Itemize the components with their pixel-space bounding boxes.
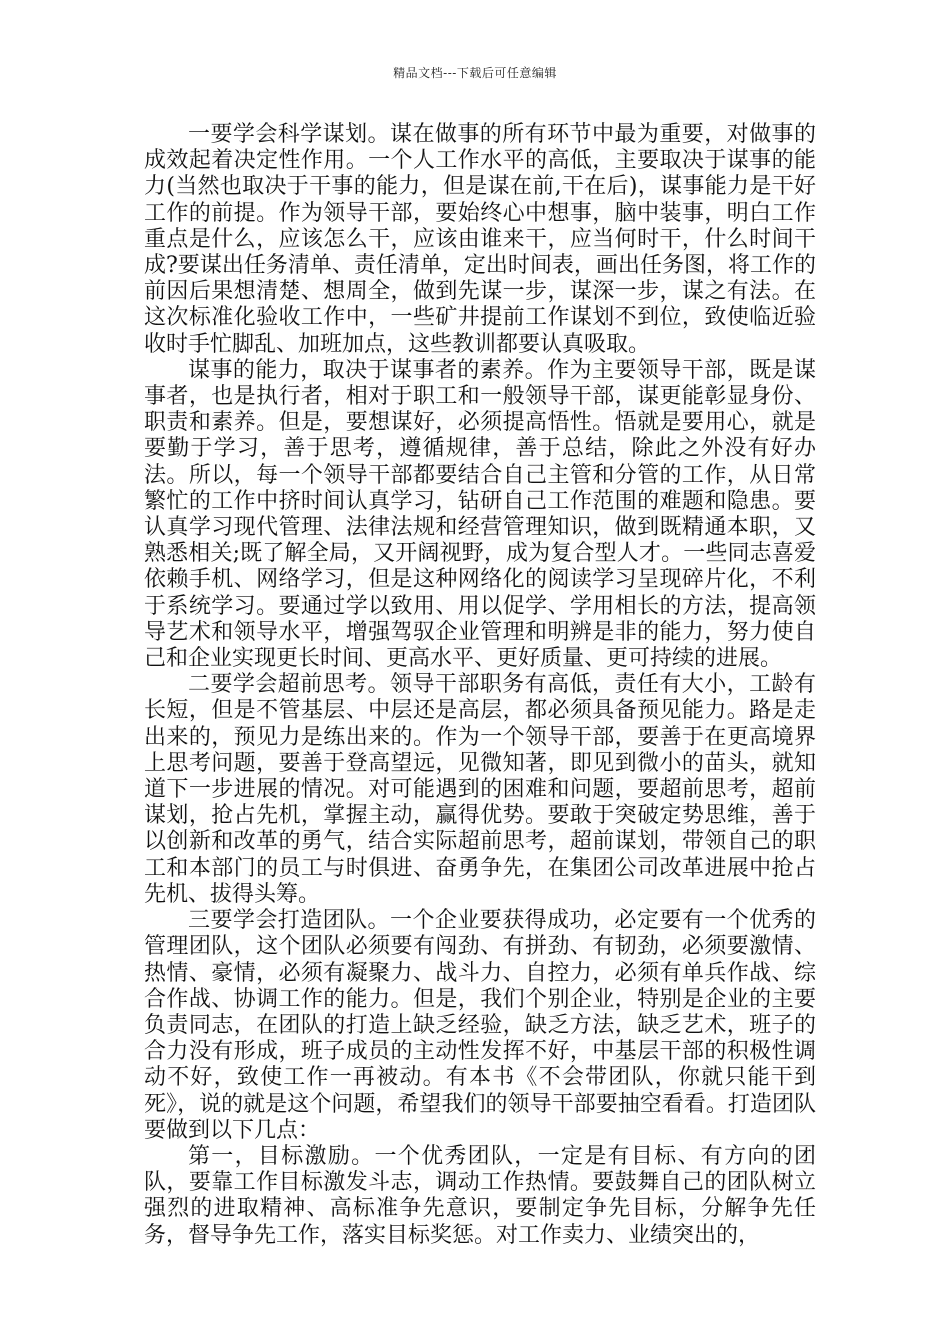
page-header: 精品文档---下载后可任意编辑 <box>393 66 557 80</box>
document-body <box>144 122 816 1249</box>
paragraph-goal-motivation: 第一，目标激励。一个优秀团队，一定是有目标、有方向的团队，要靠工作目标激发斗志，调动工作热情。要鼓舞自己的团队树立强烈的进取精神、高标准争先意识，要制定争先目标，分解争先任务，督导争先工作，落实目标奖惩。对工作卖力、业绩突出的， <box>144 1143 816 1248</box>
paragraph-forward-thinking: 二要学会超前思考。领导干部职务有高低，责任有大小，工龄有长短，但是不管基层、中层还是高层，都必须具备预见能力。路是走出来的，预见力是练出来的。作为一个领导干部，要善于在更高境界上思考问题，要善于登高望远，见微知著，即见到微小的苗头，就知道下一步进展的情况。对可能遇到的困难和问题，要超前思考，超前谋划，抢占先机，掌握主动，赢得优势。要敢于突破定势思维，善于以创新和改革的勇气，结合实际超前思考，超前谋划，带领自己的职工和本部门的员工与时俱进、奋勇争先，在集团公司改革进展中抢占先机、拔得头筹。 <box>144 672 816 907</box>
paragraph-scientific-planning: 一要学会科学谋划。谋在做事的所有环节中最为重要，对做事的成效起着决定性作用。一个人工作水平的高低，主要取决于谋事的能力(当然也取决于干事的能力，但是谋在前,干在后)，谋事能力是干好工作的前提。作为领导干部，要始终心中想事，脑中装事，明白工作重点是什么，应该怎么干，应该由谁来干，应当何时干，什么时间干成?要谋出任务清单、责任清单，定出时间表，画出任务图，将工作的前因后果想清楚、想周全，做到先谋一步，谋深一步，谋之有法。在这次标准化验收工作中，一些矿井提前工作谋划不到位，致使临近验收时手忙脚乱、加班加点，这些教训都要认真吸取。 <box>144 122 816 357</box>
paragraph-planning-ability: 谋事的能力，取决于谋事者的素养。作为主要领导干部，既是谋事者，也是执行者，相对于职工和一般领导干部，谋更能彰显身份、职责和素养。但是，要想谋好，必须提高悟性。悟就是要用心，就是要勤于学习，善于思考，遵循规律，善于总结，除此之外没有好办法。所以，每一个领导干部都要结合自己主管和分管的工作，从日常繁忙的工作中挤时间认真学习，钻研自己工作范围的难题和隐患。要认真学习现代管理、法律法规和经营管理知识，做到既精通本职，又熟悉相关;既了解全局，又开阔视野，成为复合型人才。一些同志喜爱依赖手机、网络学习，但是这种网络化的阅读学习呈现碎片化，不利于系统学习。要通过学以致用、用以促学、学用相长的方法，提高领导艺术和领导水平，增强驾驭企业管理和明辨是非的能力，努力使自己和企业实现更长时间、更高水平、更好质量、更可持续的进展。 <box>144 357 816 672</box>
paragraph-team-building: 三要学会打造团队。一个企业要获得成功，必定要有一个优秀的管理团队，这个团队必须要有闯劲、有拼劲、有韧劲，必须要激情、热情、豪情，必须有凝聚力、战斗力、自控力，必须有单兵作战、综合作战、协调工作的能力。但是，我们个别企业，特别是企业的主要负责同志，在团队的打造上缺乏经验，缺乏方法，缺乏艺术，班子的合力没有形成，班子成员的主动性发挥不好，中基层干部的积极性调动不好，致使工作一再被动。有本书《不会带团队，你就只能干到死》，说的就是这个问题，希望我们的领导干部要抽空看看。打造团队要做到以下几点： <box>144 908 816 1143</box>
